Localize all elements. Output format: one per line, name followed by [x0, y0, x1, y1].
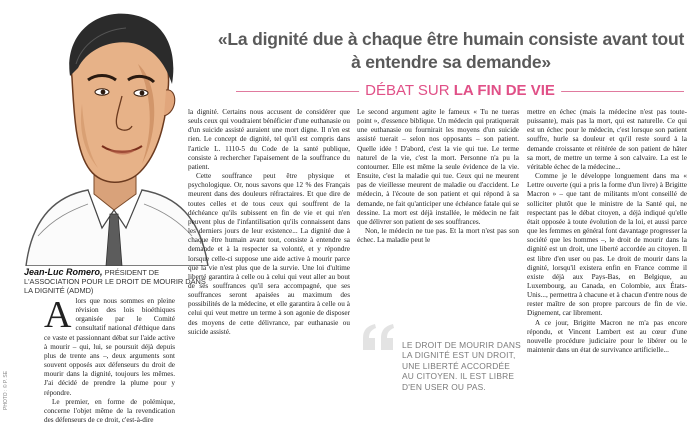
paragraph: Comme je le développe longuement dans ma « Lettre ouverte (qui a pris la forme d'un livre) à Brigitte Macron » – que tant de militants m'ont conseillé de solliciter plutôt que le ministre de la Santé qui, ne respectant pas le débat citoyen, a déjà indiqué qu'elle était opposée à toute évolution de la loi, et aussi parce que les femmes en général font davantage progresser la société que les hommes –, le droit de mourir dans la dignité est un droit, une liberté accordée au citoyen. Il est libre d'en user ou pas. Le droit de mourir dans la dignité, lorsqu'il existera enfin en France comme il existe déjà aux Pays-Bas, en Belgique, au Luxembourg, au Canada, en Colombie, aux États-Unis..., permettra à chacune et à chacun d'entre nous de rester maître de son propre parcours de fin de vie. Dignement, car librement. [527, 172, 687, 318]
paragraph [44, 294, 175, 398]
photo-credit [3, 320, 11, 410]
drop-cap: A [44, 294, 72, 336]
portrait-caption [24, 268, 214, 296]
kicker-label [359, 82, 561, 100]
paragraph: la dignité. Certains nous accusent de considérer que seuls ceux qui voudraient bénéficier d'une euthanasie ou d'un suicide assisté auraient une mort digne. Il n'en est rien. Le concept de dignité, tel qu'il est compris dans l'article L. 1110-5 du Code de la santé publique, consiste à rechercher l'apaisement de la souffrance du patient. [188, 108, 350, 171]
author-name: Jean-Luc Romero, [24, 267, 103, 277]
paragraph: Le premier, en forme de polémique, concerne l'objet même de la revendication des défenseurs de ce droit, c'est-à-dire [44, 397, 175, 425]
quote-mark-icon [359, 322, 399, 352]
paragraph: Non, le médecin ne tue pas. Et la mort n'est pas son échec. La maladie peut le [357, 227, 519, 245]
paragraph: Le second argument agite le fameux « Tu ne tueras point », d'essence biblique. Un médecin qui pratiquerait une euthanasie ou fournirait les moyens d'un suicide assisté tuerait – selon nos opposants – son patient. Quelle idée ! D'abord, c'est la vie qui tue. Le terme naturel de la vie, c'est la mort. Personne n'a pu la contourner. Elle est même la seule évidence de la vie. Ensuite, c'est la maladie qui tue. Ceux qui ne meurent pas de vieillesse meurent de maladie ou d'accident. Le médecin, à l'écoute de son patient et qui répond à sa demande, ne fait qu'anticiper une échéance fatale qui se dessine. La mort est déjà installée, le médecin ne fait que délivrer son patient de ses souffrances. [357, 108, 519, 226]
article-column-2 [188, 108, 350, 337]
section-kicker [236, 82, 684, 100]
paragraph: A ce jour, Brigitte Macron ne m'a pas encore répondu, et Vincent Lambert est au cœur d'une nouvelle procédure judiciaire pour le libérer ou le maintenir dans un état de survivance artificielle... [527, 318, 687, 355]
paragraph: mettre en échec (mais la médecine n'est pas toute-puissante), mais pas la mort, qui est naturelle. Ce qui est un échec pour le médecin, c'est lorsque son patient souffre, hurle sa douleur et qu'il reste sourd à la demande croissante et réitérée de son patient de hâter sa mort, de mettre un terme à son calvaire. La est le véritable échec de la médecine... [527, 108, 687, 171]
headline: «La dignité due à chaque être humain consiste avant tout à entendre sa demande» [217, 29, 685, 72]
paragraph: Cette souffrance peut être physique et psychologique. Or, nous savons que 12 % des Français meurent dans des douleurs réfractaires. Et que dire de toutes celles et de tous ceux qui souffrent de la déchéance qu'ils subissent en fin de vie et qui n'en peuvent plus de l'infantilisation qu'ils connaissent dans les derniers jours de leur existence... La dignité due à chaque être humain avant tout, consiste à entendre sa demande et à la respecter sa volonté, et y répondre lorsque celle-ci suppose une aide active à mourir parce que la vie n'est plus que de la survie. Une loi d'ultime liberté garantira à celle ou à celui qui veut aller au bout de ses souffrances qu'il sera accompagné, que ses souffrances seront apaisées au maximum des possibilités de la médecine, et elle garantira à celle ou à celui qui veut mettre un terme à son agonie de disposer des moyens de cette délivrance, par euthanasie ou suicide assisté. [188, 172, 350, 336]
paragraph-text: lors que nous sommes en pleine révision des lois bioéthiques organisée par le Comité consultatif national d'éthique dans ce vaste et passionnant débat sur l'aide active à mourir – qui, lui, se poursuit déjà depuis plus de trente ans –, deux arguments sont souvent opposés aux défenseurs du droit de mourir dans la dignité, toujours les mêmes. J'ai décidé de prendre la plume pour y répondre. [44, 297, 175, 397]
portrait-illustration [18, 4, 214, 266]
pull-quote: LE DROIT DE MOURIR DANS LA DIGNITÉ EST UN DROIT, UNE LIBERTÉ ACCORDÉE AU CITOYEN. IL EST LIBRE D'EN USER OU PAS. [402, 340, 521, 392]
photo-credit-text: PHOTO : © P. SE [3, 370, 9, 410]
article-column-4 [527, 108, 687, 355]
article-column-3 [357, 108, 519, 245]
author-role: PRÉSIDENT DE L'ASSOCIATION POUR LE DROIT DE MOURIR DANS LA DIGNITÉ (ADMD) [24, 268, 206, 296]
article-column-1 [44, 294, 175, 425]
kicker-part-2: LA FIN DE VIE [453, 82, 555, 99]
kicker-part-1: DÉBAT SUR [365, 82, 454, 99]
